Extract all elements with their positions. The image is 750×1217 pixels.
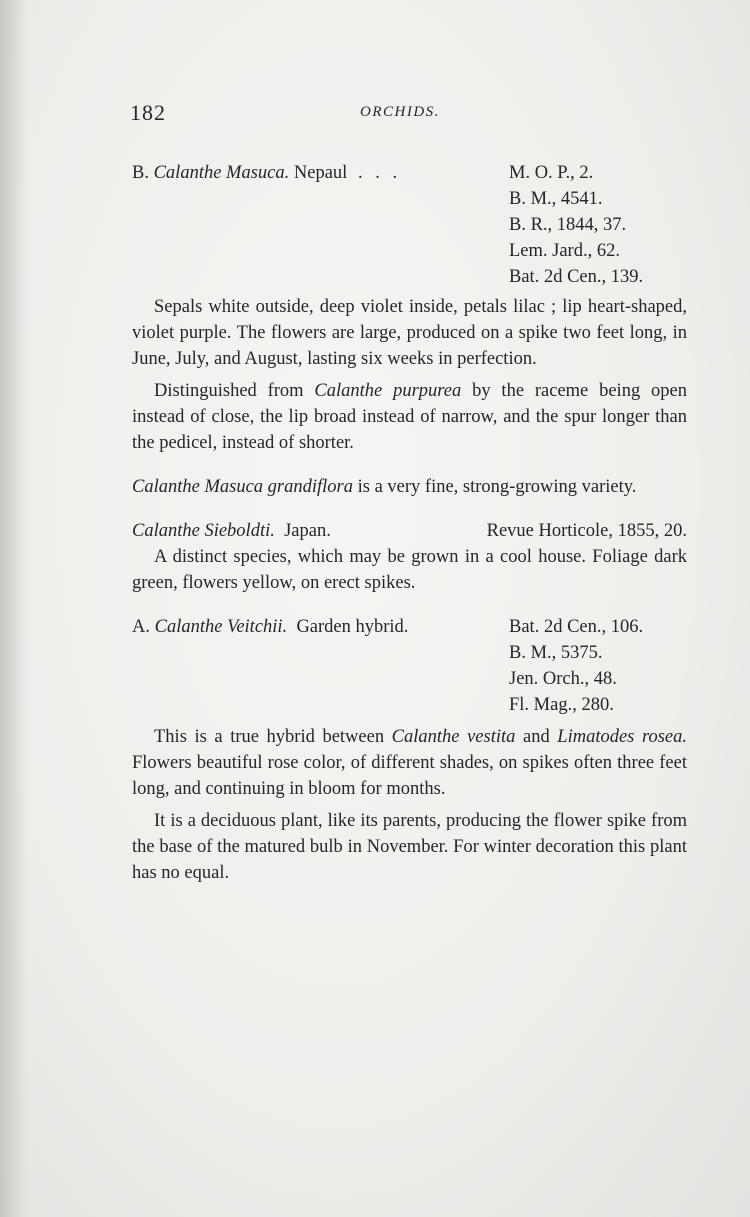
- entry-text: is a very fine, strong-growing variety.: [352, 477, 637, 497]
- entry-grade: B.: [132, 163, 149, 183]
- page-number: 182: [130, 100, 166, 125]
- description-paragraph: Distinguished from Calanthe purpurea by the raceme being open instead of close, the lip broad instead of narrow, and the spur longer than the pedicel, instead of shorter.: [132, 381, 687, 453]
- text-block: [132, 160, 687, 892]
- species-name: Calanthe Masuca.: [153, 163, 290, 183]
- entry-heading: [132, 614, 408, 640]
- entry-calanthe-sieboldti: [132, 518, 687, 544]
- reference-item: Bat. 2d Cen., 106.: [509, 617, 644, 637]
- entry-locale: Nepaul: [293, 163, 348, 183]
- reference-item: B. M., 4541.: [509, 189, 603, 209]
- description-paragraph: A distinct species, which may be grown in a cool house. Foliage dark green, flowers yellow, on erect spikes.: [132, 547, 687, 593]
- running-head: ORCHIDS.: [360, 104, 440, 120]
- reference-item: Bat. 2d Cen., 139.: [509, 267, 644, 287]
- description-paragraph: Sepals white outside, deep violet inside, petals lilac ; lip heart-shaped, violet purple. The flowers are large, produced on a spike two feet long, in June, July, and August, lasting six weeks in perfection.: [132, 297, 687, 369]
- entry-locale: Japan.: [284, 521, 331, 541]
- description-paragraph: This is a true hybrid between Calanthe vestita and Limatodes rosea. Flowers beautiful rose color, of different shades, on spikes often three feet long, and continuing in bloom for months.: [132, 727, 688, 799]
- entry-calanthe-veitchii: [132, 614, 687, 718]
- leader-dots: . . .: [357, 163, 402, 183]
- species-name: Calanthe Masuca grandiflora: [132, 477, 353, 497]
- page-header: [130, 100, 685, 130]
- entry-locale: Garden hybrid.: [296, 617, 409, 637]
- reference-list: [509, 160, 687, 290]
- reference-item: M. O. P., 2.: [509, 163, 594, 183]
- species-name: Calanthe Sieboldti.: [132, 521, 275, 541]
- reference-item: Fl. Mag., 280.: [509, 695, 614, 715]
- species-name: Calanthe Veitchii.: [154, 617, 288, 637]
- reference-list: [509, 614, 687, 718]
- description-paragraph: It is a deciduous plant, like its parents, producing the flower spike from the base of the matured bulb in November. For winter decoration this plant has no equal.: [132, 811, 687, 883]
- entry-heading: [132, 160, 401, 186]
- entry-calanthe-masuca: [132, 160, 687, 290]
- entry-calanthe-masuca-grandiflora: [132, 474, 687, 500]
- reference-item: Jen. Orch., 48.: [509, 669, 617, 689]
- reference-item: Revue Horticole, 1855, 20.: [486, 521, 687, 541]
- reference-item: Lem. Jard., 62.: [509, 241, 620, 261]
- entry-grade: A.: [132, 617, 150, 637]
- species-name: Limatodes rosea.: [557, 727, 688, 747]
- reference-item: B. R., 1844, 37.: [509, 215, 627, 235]
- reference-item: B. M., 5375.: [509, 643, 603, 663]
- species-name: Calanthe purpurea: [314, 381, 462, 401]
- page-gutter-shadow: [0, 0, 28, 1217]
- species-name: Calanthe vestita: [391, 727, 516, 747]
